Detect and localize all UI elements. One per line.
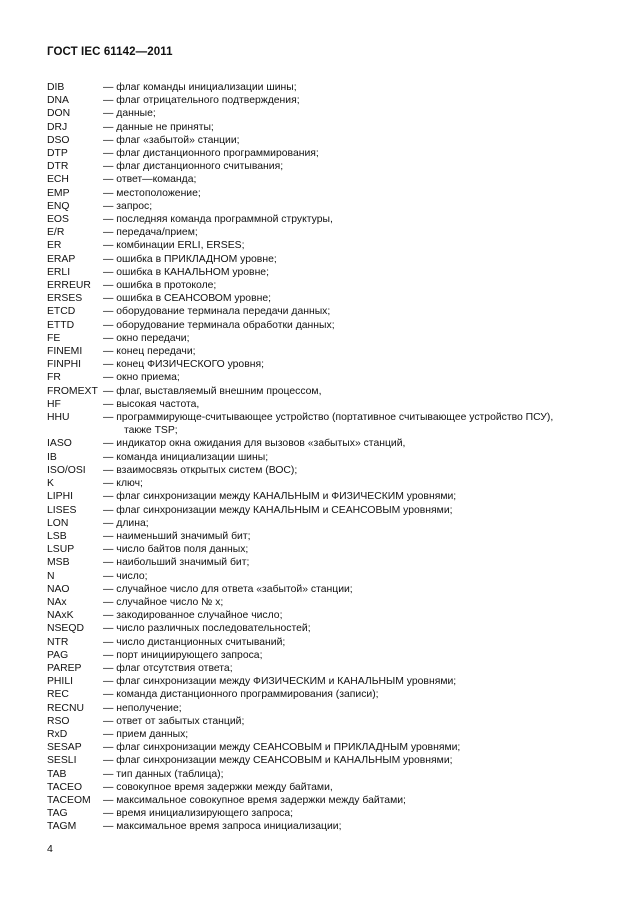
abbreviation-definition: — ключ;: [103, 478, 143, 490]
abbreviation-term: SESAP: [47, 742, 82, 754]
abbreviation-definition: — окно приема;: [103, 372, 180, 384]
abbreviation-term: HF: [47, 398, 61, 410]
abbreviation-entry: [47, 411, 592, 424]
abbreviation-definition: — программирующе-считывающее устройство (портативное считывающее устройство ПСУ),: [103, 412, 554, 424]
abbreviation-entry: [47, 807, 592, 820]
abbreviation-entry: [47, 239, 592, 252]
abbreviation-entry: [47, 305, 592, 318]
abbreviation-term: FINEMI: [47, 346, 83, 358]
abbreviation-term: ETCD: [47, 306, 76, 318]
abbreviation-definition-continuation: также TSP;: [124, 425, 178, 437]
abbreviation-definition: — максимальное совокупное время задержки между байтами;: [103, 794, 406, 806]
abbreviation-term: FINPHI: [47, 359, 82, 371]
abbreviation-entry: [47, 266, 592, 279]
abbreviation-entry: [47, 504, 592, 517]
abbreviation-definition: — ответ от забытых станций;: [103, 715, 245, 727]
abbreviation-definition: — время инициализирующего запроса;: [103, 808, 294, 820]
abbreviation-entry-continuation: [47, 424, 592, 437]
abbreviation-entry: [47, 609, 592, 622]
abbreviation-definition: — запрос;: [103, 200, 153, 212]
abbreviation-term: FE: [47, 332, 61, 344]
abbreviation-term: NAx: [47, 596, 67, 608]
abbreviation-entry: [47, 464, 592, 477]
abbreviation-definition: — закодированное случайное число;: [103, 610, 283, 622]
abbreviation-term: LSB: [47, 530, 67, 542]
abbreviation-term: IASO: [47, 438, 72, 450]
abbreviation-entry: [47, 398, 592, 411]
abbreviation-entry: [47, 556, 592, 569]
abbreviation-definition: — флаг дистанционного считывания;: [103, 161, 284, 173]
abbreviation-entry: [47, 160, 592, 173]
abbreviation-term: DNA: [47, 95, 69, 107]
abbreviation-term: DTP: [47, 148, 68, 160]
abbreviation-term: ERLI: [47, 266, 71, 278]
abbreviation-term: IB: [47, 451, 57, 463]
abbreviation-entry: [47, 226, 592, 239]
abbreviation-definition: — окно передачи;: [103, 332, 190, 344]
abbreviation-term: ER: [47, 240, 62, 252]
abbreviation-entry: [47, 662, 592, 675]
abbreviation-term: DON: [47, 108, 71, 120]
abbreviation-entry: [47, 794, 592, 807]
abbreviation-term: DTR: [47, 161, 69, 173]
abbreviation-entry: [47, 622, 592, 635]
abbreviation-entry: [47, 820, 592, 833]
abbreviation-term: TACEOM: [47, 794, 91, 806]
abbreviation-entry: [47, 292, 592, 305]
abbreviation-entry: [47, 173, 592, 186]
abbreviation-definition: — тип данных (таблица);: [103, 768, 224, 780]
abbreviation-definition: — флаг синхронизации между СЕАНСОВЫМ и КАНАЛЬНЫМ уровнями;: [103, 755, 453, 767]
abbreviation-definition: — конец ФИЗИЧЕСКОГО уровня;: [103, 359, 264, 371]
abbreviation-entry: [47, 583, 592, 596]
abbreviation-definition: — совокупное время задержки между байтами,: [103, 781, 333, 793]
abbreviation-definition: — команда дистанционного программирования (записи);: [103, 689, 379, 701]
abbreviation-entry: [47, 649, 592, 662]
abbreviation-term: ETTD: [47, 319, 75, 331]
abbreviation-term: NTR: [47, 636, 69, 648]
abbreviation-definition: — наименьший значимый бит;: [103, 530, 251, 542]
abbreviation-term: FR: [47, 372, 61, 384]
abbreviation-entry: [47, 94, 592, 107]
abbreviation-definition: — ответ—команда;: [103, 174, 197, 186]
abbreviation-definition: — комбинации ERLI, ERSES;: [103, 240, 245, 252]
abbreviation-term: TACEO: [47, 781, 83, 793]
abbreviation-entry: [47, 358, 592, 371]
abbreviation-definition: — флаг дистанционного программирования;: [103, 148, 319, 160]
abbreviation-definition: — прием данных;: [103, 728, 189, 740]
abbreviation-term: ISO/OSI: [47, 464, 86, 476]
abbreviation-entry: [47, 451, 592, 464]
abbreviation-definition: — число;: [103, 570, 148, 582]
abbreviation-definition: — передача/прием;: [103, 227, 198, 239]
abbreviation-definition: — флаг «забытой» станции;: [103, 134, 240, 146]
abbreviation-definition: — порт инициирующего запроса;: [103, 649, 263, 661]
abbreviation-entry: [47, 596, 592, 609]
abbreviation-term: SESLI: [47, 755, 77, 767]
abbreviation-term: PAG: [47, 649, 69, 661]
abbreviation-entry: [47, 477, 592, 490]
abbreviation-term: LON: [47, 517, 69, 529]
abbreviation-list: [47, 81, 592, 834]
abbreviation-entry: [47, 781, 592, 794]
abbreviation-definition: — высокая частота,: [103, 398, 200, 410]
abbreviation-entry: [47, 345, 592, 358]
abbreviation-entry: [47, 754, 592, 767]
abbreviation-definition: — флаг синхронизации между ФИЗИЧЕСКИМ и КАНАЛЬНЫМ уровнями;: [103, 676, 457, 688]
abbreviation-term: LSUP: [47, 544, 75, 556]
abbreviation-entry: [47, 134, 592, 147]
abbreviation-term: LISES: [47, 504, 77, 516]
abbreviation-definition: — наибольший значимый бит;: [103, 557, 250, 569]
abbreviation-definition: — местоположение;: [103, 187, 201, 199]
abbreviation-definition: — оборудование терминала обработки данных;: [103, 319, 335, 331]
abbreviation-entry: [47, 279, 592, 292]
abbreviation-term: PAREP: [47, 662, 82, 674]
abbreviation-definition: — флаг отрицательного подтверждения;: [103, 95, 300, 107]
abbreviation-term: EMP: [47, 187, 70, 199]
abbreviation-term: TAGM: [47, 821, 77, 833]
abbreviation-entry: [47, 490, 592, 503]
abbreviation-term: RxD: [47, 728, 68, 740]
abbreviation-term: K: [47, 478, 54, 490]
abbreviation-definition: — число байтов поля данных;: [103, 544, 249, 556]
page-number: 4: [47, 843, 53, 855]
abbreviation-entry: [47, 371, 592, 384]
spacer: [47, 424, 103, 437]
abbreviation-term: ERSES: [47, 293, 83, 305]
abbreviation-entry: [47, 715, 592, 728]
abbreviation-definition: — конец передачи;: [103, 346, 196, 358]
abbreviation-term: TAG: [47, 808, 68, 820]
abbreviation-entry: [47, 332, 592, 345]
abbreviation-definition: — случайное число для ответа «забытой» станции;: [103, 583, 353, 595]
abbreviation-definition: — флаг синхронизации между СЕАНСОВЫМ и ПРИКЛАДНЫМ уровнями;: [103, 742, 461, 754]
abbreviation-term: MSB: [47, 557, 70, 569]
abbreviation-entry: [47, 675, 592, 688]
abbreviation-entry: [47, 570, 592, 583]
abbreviation-entry: [47, 147, 592, 160]
abbreviation-entry: [47, 636, 592, 649]
abbreviation-entry: [47, 253, 592, 266]
abbreviation-entry: [47, 543, 592, 556]
abbreviation-definition: — флаг синхронизации между КАНАЛЬНЫМ и ФИЗИЧЕСКИМ уровнями;: [103, 491, 457, 503]
abbreviation-term: N: [47, 570, 55, 582]
abbreviation-term: EOS: [47, 214, 69, 226]
abbreviation-definition: — команда инициализации шины;: [103, 451, 269, 463]
abbreviation-entry: [47, 385, 592, 398]
abbreviation-definition: — ошибка в ПРИКЛАДНОМ уровне;: [103, 253, 277, 265]
abbreviation-definition: — индикатор окна ожидания для вызовов «забытых» станций,: [103, 438, 406, 450]
abbreviation-term: RSO: [47, 715, 70, 727]
abbreviation-term: DIB: [47, 82, 65, 93]
abbreviation-term: E/R: [47, 227, 65, 239]
abbreviation-entry: [47, 530, 592, 543]
abbreviation-entry: [47, 437, 592, 450]
abbreviation-definition: — ошибка в КАНАЛЬНОМ уровне;: [103, 266, 269, 278]
abbreviation-definition: — флаг, выставляемый внешним процессом,: [103, 385, 322, 397]
abbreviation-definition: — ошибка в СЕАНСОВОМ уровне;: [103, 293, 271, 305]
abbreviation-entry: [47, 728, 592, 741]
abbreviation-term: DSO: [47, 134, 70, 146]
abbreviation-entry: [47, 213, 592, 226]
abbreviation-definition: — неполучение;: [103, 702, 182, 714]
abbreviation-definition: — флаг отсутствия ответа;: [103, 662, 233, 674]
abbreviation-entry: [47, 741, 592, 754]
abbreviation-entry: [47, 702, 592, 715]
abbreviation-definition: — случайное число № x;: [103, 596, 224, 608]
abbreviation-entry: [47, 187, 592, 200]
abbreviation-definition: — ошибка в протоколе;: [103, 280, 217, 292]
abbreviation-term: NAxK: [47, 610, 74, 622]
abbreviation-entry: [47, 688, 592, 701]
abbreviation-definition: — длина;: [103, 517, 149, 529]
abbreviation-term: TAB: [47, 768, 67, 780]
abbreviation-term: REC: [47, 689, 69, 701]
abbreviation-term: ENQ: [47, 200, 70, 212]
abbreviation-entry: [47, 768, 592, 781]
abbreviation-definition: — оборудование терминала передачи данных;: [103, 306, 331, 318]
abbreviation-term: NSEQD: [47, 623, 84, 635]
abbreviation-definition: — число дистанционных считываний;: [103, 636, 286, 648]
abbreviation-definition: — данные не приняты;: [103, 121, 214, 133]
abbreviation-term: ERREUR: [47, 280, 91, 292]
abbreviation-definition: — данные;: [103, 108, 156, 120]
abbreviation-entry: [47, 200, 592, 213]
abbreviation-definition: — флаг команды инициализации шины;: [103, 82, 297, 93]
abbreviation-term: FROMEXT: [47, 385, 98, 397]
abbreviation-definition: — флаг синхронизации между КАНАЛЬНЫМ и СЕАНСОВЫМ уровнями;: [103, 504, 453, 516]
abbreviation-term: PHILI: [47, 676, 73, 688]
abbreviation-entry: [47, 107, 592, 120]
document-header: ГОСТ IEC 61142—2011: [47, 46, 173, 58]
abbreviation-term: NAO: [47, 583, 70, 595]
abbreviation-entry: [47, 81, 592, 94]
abbreviation-definition: — последняя команда программной структуры,: [103, 214, 333, 226]
abbreviation-term: DRJ: [47, 121, 68, 133]
abbreviation-entry: [47, 517, 592, 530]
abbreviation-entry: [47, 319, 592, 332]
abbreviation-definition: — число различных последовательностей;: [103, 623, 311, 635]
abbreviation-definition: — максимальное время запроса инициализации;: [103, 821, 342, 833]
abbreviation-term: ERAP: [47, 253, 76, 265]
abbreviation-term: ECH: [47, 174, 69, 186]
abbreviation-term: LIPHI: [47, 491, 73, 503]
abbreviation-entry: [47, 121, 592, 134]
abbreviation-term: RECNU: [47, 702, 84, 714]
abbreviation-term: HHU: [47, 412, 70, 424]
abbreviation-definition: — взаимосвязь открытых систем (ВОС);: [103, 464, 298, 476]
